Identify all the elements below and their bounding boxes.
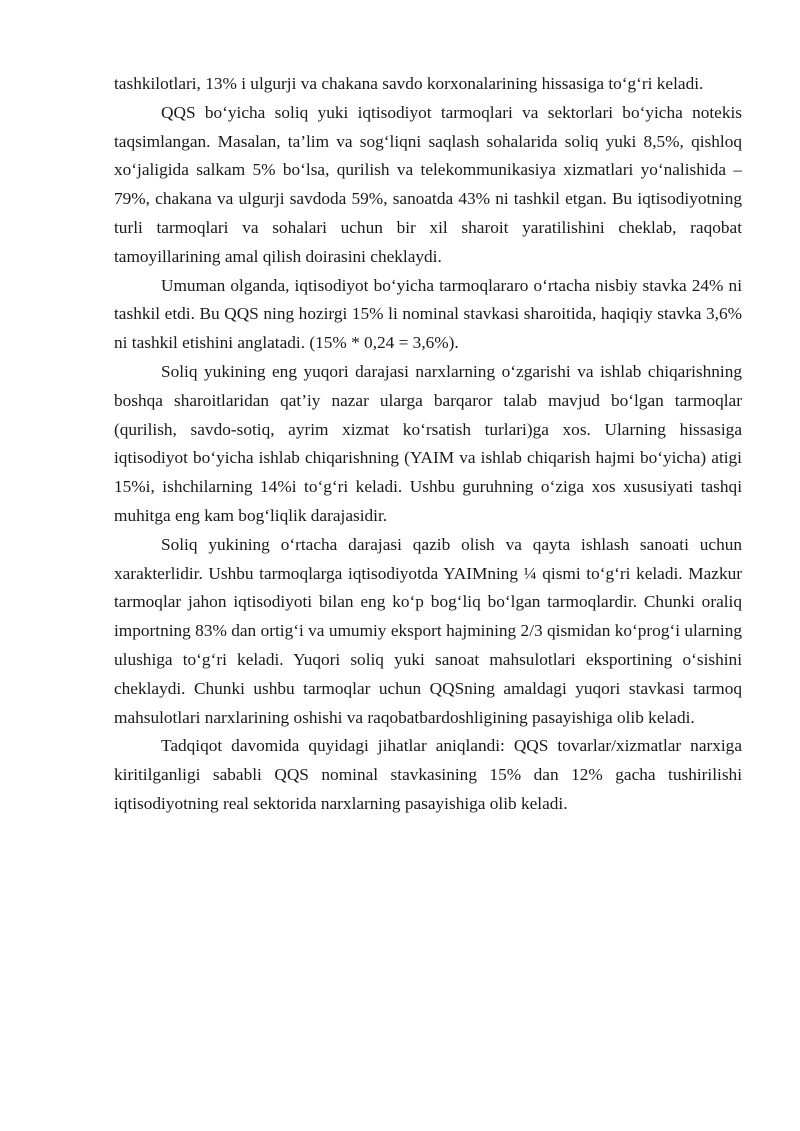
paragraph-3: Umuman olganda, iqtisodiyot bo‘yicha tarmoqlararo o‘rtacha nisbiy stavka 24% ni tashkil etdi. Bu QQS ning hozirgi 15% li nominal stavkasi sharoitida, haqiqiy stavka 3,6% ni tashkil etishini anglatadi. (15% * 0,24 = 3,6%). [114, 275, 742, 353]
paragraph-2: QQS bo‘yicha soliq yuki iqtisodiyot tarmoqlari va sektorlari bo‘yicha notekis taqsimlangan. Masalan, ta’lim va sog‘liqni saqlash sohalarida soliq yuki 8,5%, qishloq xo‘jaligida salkam 5% bo‘lsa, qurilish va telekommunikasiya xizmatlari yo‘nalishida – 79%, chakana va ulgurji savdoda 59%, sanoatda 43% ni tashkil etgan. Bu iqtisodiyotning turli tarmoqlari va sohalari uchun bir xil sharoit yaratilishini cheklab, raqobat tamoyillarining amal qilish doirasini cheklaydi. [114, 102, 742, 266]
paragraph-6: Tadqiqot davomida quyidagi jihatlar aniqlandi: QQS tovarlar/xizmatlar narxiga kiritilganligi sababli QQS nominal stavkasining 15% dan 12% gacha tushirilishi iqtisodiyotning real sektorida narxlarning pasayishiga olib keladi. [114, 736, 742, 813]
paragraph-1: tashkilotlari, 13% i ulgurji va chakana savdo korxonalarining hissasiga to‘g‘ri keladi. [114, 74, 704, 93]
document-body [114, 70, 742, 819]
paragraph-5: Soliq yukining o‘rtacha darajasi qazib olish va qayta ishlash sanoati uchun xarakterlidir. Ushbu tarmoqlarga iqtisodiyotda YAIMning ¼ qismi to‘g‘ri keladi. Mazkur tarmoqlar jahon iqtisodiyoti bilan eng ko‘p bog‘liq bo‘lgan tarmoqlardir. Chunki oraliq importning 83% dan ortig‘i va umumiy eksport hajmining 2/3 qismidan ko‘prog‘i ularning ulushiga to‘g‘ri keladi. Yuqori soliq yuki sanoat mahsulotlari eksportining o‘sishini cheklaydi. Chunki ushbu tarmoqlar uchun QQSning amaldagi yuqori stavkasi tarmoq mahsulotlari narxlarining oshishi va raqobatbardoshligining pasayishiga olib keladi. [114, 534, 742, 727]
paragraph-4: Soliq yukining eng yuqori darajasi narxlarning o‘zgarishi va ishlab chiqarishning boshqa sharoitlaridan qat’iy nazar ularga barqaror talab mavjud bo‘lgan tarmoqlar (qurilish, savdo-sotiq, ayrim xizmat ko‘rsatish turlari)ga xos. Ularning hissasiga iqtisodiyot bo‘yicha ishlab chiqarishning (YAIM va ishlab chiqarish hajmi bo‘yicha) atigi 15%i, ishchilarning 14%i to‘g‘ri keladi. Ushbu guruhning o‘ziga xos xususiyati tashqi muhitga eng kam bog‘liqlik darajasidir. [114, 361, 742, 525]
